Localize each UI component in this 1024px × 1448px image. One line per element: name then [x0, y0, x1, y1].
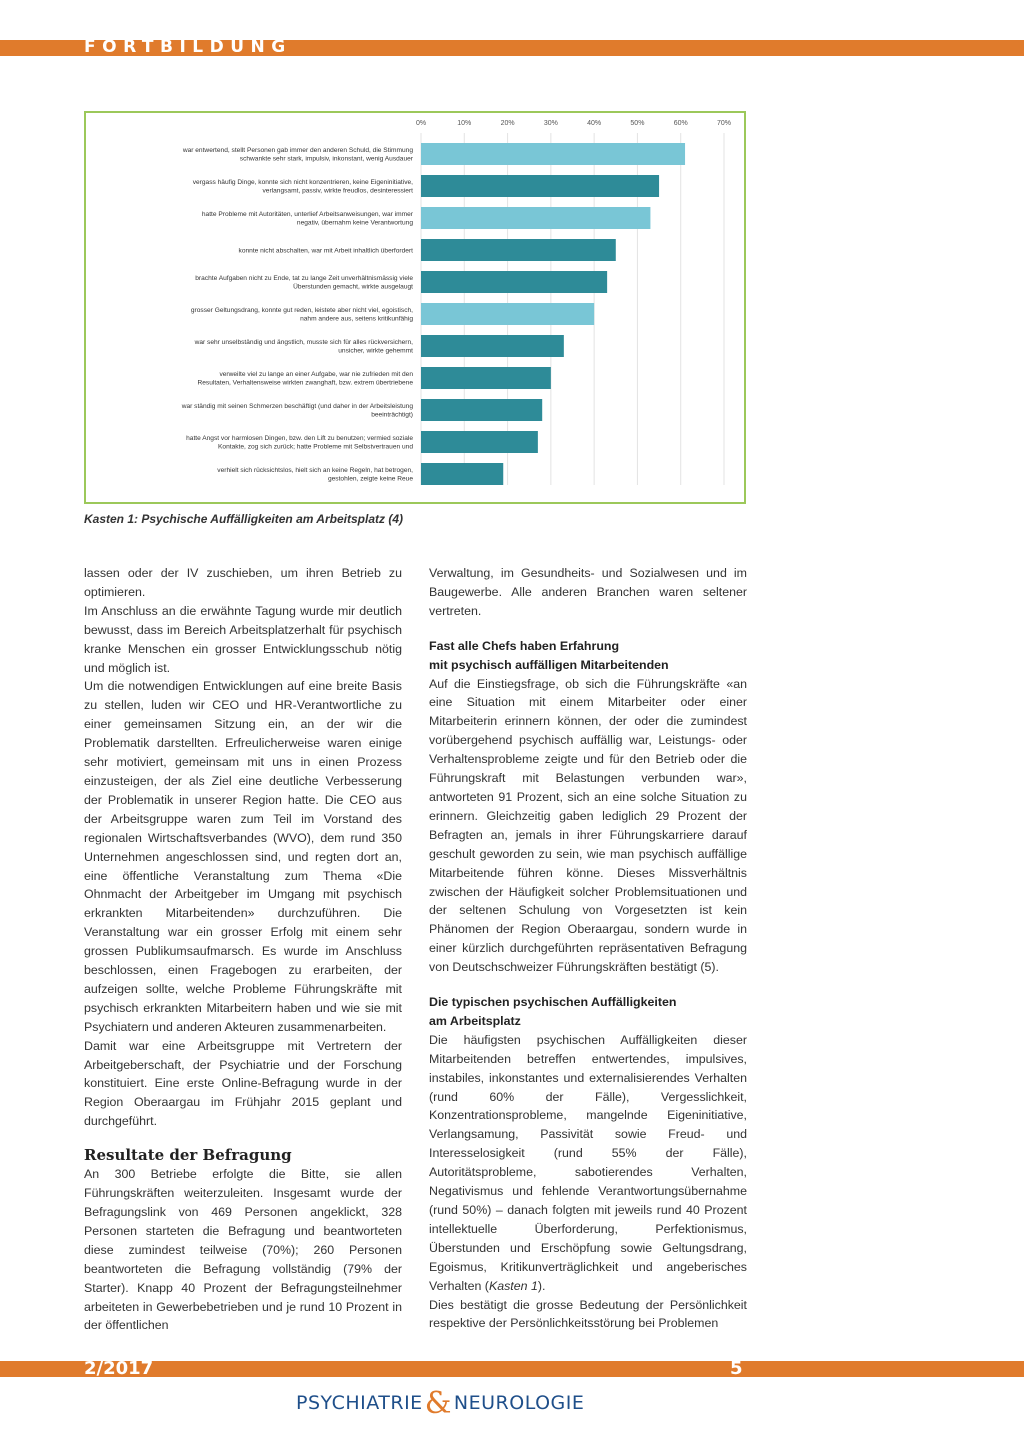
- figure-caption: Kasten 1: Psychische Auffälligkeiten am Arbeitsplatz (4): [84, 512, 403, 526]
- text-span: ).: [537, 1278, 546, 1293]
- paragraph: Dies bestätigt die grosse Bedeutung der Persönlichkeit respektive der Persönlichkeitsstörung bei Problemen: [429, 1297, 747, 1331]
- page-number: 5: [730, 1358, 743, 1379]
- issue-number: 2/2017: [84, 1358, 154, 1379]
- subheading-line: Fast alle Chefs haben Erfahrung: [429, 638, 620, 653]
- paragraph: Damit war eine Arbeitsgruppe mit Vertretern der Arbeitgeberschaft, der Psychiatrie und der Forschung konstituiert. Eine erste Online-Befragung wurde in der Region Oberaargau im Frühjahr 2015 geplant und durchgeführt.: [84, 1038, 402, 1129]
- category-label: grosser Geltungsdrang, konnte gut reden, leistete aber nicht viel, egoistisch, nahm andere aus, seitens kritikunfähig: [190, 307, 413, 323]
- text-span: Die häufigsten psychischen Auffälligkeiten dieser Mitarbeitenden betreffen entwertendes, impulsives, instabiles, inkonstantes und externalisierendes Verhalten (rund 60% der Fälle), Vergesslichkeit, Konzentrationsprobleme, mangelnde Eigeninitiative, Verlangsamung, Passivität sowie Freud- und Interesselosigkeit (rund 55% der Fälle), Autoritätsprobleme, sabotierendes Verhalten, Negativismus und fehlende Verantwortungsübernahme (rund 50%) – danach folgten mit jeweils rund 40 Prozent intellektuelle Überforderung, Perfektionismus, Überstunden und Erschöpfung sowie Geltungsdrang, Egoismus, Kritikunverträglichkeit und angeberisches Verhalten (: [429, 1032, 747, 1293]
- chart-frame: [84, 111, 746, 504]
- category-label: konnte nicht abschalten, war mit Arbeit inhaltlich überfordert: [238, 247, 413, 255]
- right-column: [429, 564, 747, 1333]
- paragraph: Um die notwendigen Entwicklungen auf eine breite Basis zu stellen, luden wir CEO und HR-Verantwortliche zu einer gemeinsamen Sitzung ein, an der wir die Problematik darstellten. Erfreulicherweise waren einige sehr motiviert, gemeinsam mit uns in einen Prozess einzusteigen, der als Ziel eine deutliche Verbesserung der Problematik in unserer Region hatte. Die CEO aus der Arbeitsgruppe waren zum Teil im Vorstand des regionalen Wirtschaftsverbandes (WVO), dem rund 350 Unternehmen angeschlossen sind, und regten dort an, eine öffentliche Veranstaltung zum Thema «Die Ohnmacht der Arbeitgeber im Umgang mit psychisch erkrankten Mitarbeitenden» durchzuführen. Die Veranstaltung war ein grosser Erfolg mit einem sehr grossen Publikumsaufmarsch. Es wurde im Anschluss beschlossen, einen Fragebogen zu erarbeiten, der aufzeigen sollte, welche Probleme Führungskräfte mit psychisch erkrankten Mitarbeitern haben und wie sie mit Psychiatern und anderen Akteuren zusammenarbeiten.: [84, 679, 402, 1034]
- category-label: verhielt sich rücksichtslos, hielt sich an keine Regeln, hat betrogen, gestohlen, zeigte keine Reue: [217, 467, 413, 483]
- section-label: FORTBILDUNG: [84, 37, 292, 57]
- bar: [421, 335, 564, 357]
- bar: [421, 271, 607, 293]
- bar-chart: [86, 113, 744, 502]
- bar: [421, 207, 650, 229]
- x-tick-label: 20%: [500, 120, 515, 127]
- bar: [421, 367, 551, 389]
- category-label: hatte Probleme mit Autoritäten, unterlief Arbeitsanweisungen, war immer negativ, übernahm keine Verantwortung: [201, 211, 413, 227]
- x-tick-label: 40%: [587, 120, 602, 127]
- x-tick-label: 0%: [415, 120, 427, 127]
- paragraph: [429, 1031, 747, 1296]
- box-reference: Kasten 1: [488, 1278, 538, 1293]
- paragraph: Im Anschluss an die erwähnte Tagung wurde mir deutlich bewusst, dass im Bereich Arbeitsplatzerhalt für psychisch kranke Menschen ein grosser Entwicklungsschub nötig und möglich ist.: [84, 603, 402, 675]
- footer-bar: [0, 1361, 1024, 1377]
- left-column: [84, 564, 402, 1335]
- subheading-line: am Arbeitsplatz: [429, 1013, 521, 1028]
- journal-ampersand: &: [424, 1386, 452, 1421]
- bar: [421, 399, 542, 421]
- journal-name-right: NEUROLOGIE: [453, 1392, 585, 1414]
- x-tick-label: 30%: [543, 120, 558, 127]
- category-label: vergass häufig Dinge, konnte sich nicht konzentrieren, keine Eigeninitiative, verlangsamt, passiv, wirkte freudlos, desinteressiert: [192, 179, 413, 195]
- bar: [421, 175, 659, 197]
- paragraph: An 300 Betriebe erfolgte die Bitte, sie allen Führungskräften weiterzuleiten. Insgesamt wurde der Befragungslink von 469 Personen angeklickt, 328 Personen starteten die Befragung und beantworteten diese zumindest teilweise (70%); 260 Personen beantworteten die Befragung vollständig (79% der Starter). Knapp 40 Prozent der Befragungsteilnehmer arbeiteten in Gewerbebetrieben und je rund 10 Prozent in der öffentlichen: [84, 1167, 402, 1333]
- category-label: verweilte viel zu lange an einer Aufgabe, war nie zufrieden mit den Resultaten, Verhaltensweise wirkten zwanghaft, bzw. extrem übertriebene: [197, 371, 413, 387]
- category-label: war sehr unselbständig und ängstlich, musste sich für alles rückversichern, unsicher, wirkte gehemmt: [194, 339, 413, 355]
- journal-name-left: PSYCHIATRIE: [296, 1392, 423, 1414]
- x-tick-label: 70%: [716, 120, 732, 127]
- section-heading-results: Resultate der Befragung: [84, 1146, 292, 1165]
- bar: [421, 431, 538, 453]
- bar: [421, 303, 594, 325]
- x-tick-label: 60%: [673, 120, 688, 127]
- x-tick-label: 10%: [457, 120, 472, 127]
- bar: [421, 239, 616, 261]
- x-tick-label: 50%: [630, 120, 645, 127]
- journal-logo: [296, 1382, 585, 1421]
- subheading-line: mit psychisch auffälligen Mitarbeitenden: [429, 657, 669, 672]
- bar: [421, 463, 503, 485]
- category-label: war ständig mit seinen Schmerzen beschäftigt (und daher in der Arbeitsleistung beeinträchtigt): [181, 403, 413, 419]
- paragraph: Verwaltung, im Gesundheits- und Sozialwesen und im Baugewerbe. Alle anderen Branchen waren seltener vertreten.: [429, 566, 747, 618]
- paragraph: lassen oder der IV zuschieben, um ihren Betrieb zu optimieren.: [84, 566, 402, 599]
- bar: [421, 143, 685, 165]
- paragraph: Auf die Einstiegsfrage, ob sich die Führungskräfte «an eine Situation mit einem Mitarbeiter oder einer Mitarbeiterin erinnern können, der oder die zumindest vorübergehend psychisch auffällig war, Leistungs- oder Verhaltensprobleme zeigte und für den Betrieb oder die Führungskraft mit Belastungen verbunden war», antworteten 91 Prozent, sich an eine solche Situation zu erinnern. Gleichzeitig gaben lediglich 29 Prozent der Befragten an, jemals in ihrer Führungskarriere darauf geschult geworden zu sein, wie man psychisch auffällige Mitarbeitende führen könne. Dieses Missverhältnis zwischen der Häufigkeit solcher Problemsituationen und der seltenen Schulung von Vorgesetzten ist kein Phänomen der Region Oberaargau, sondern wurde in einer kürzlich durchgeführten repräsentativen Befragung von Deutschschweizer Führungskräften bestätigt (5).: [429, 676, 747, 975]
- category-label: brachte Aufgaben nicht zu Ende, tat zu lange Zeit unverhältnismässig viele Überstunden gemacht, wirkte ausgelaugt: [195, 275, 413, 291]
- subheading-line: Die typischen psychischen Auffälligkeiten: [429, 995, 677, 1010]
- category-label: war entwertend, stellt Personen gab immer den anderen Schuld, die Stimmung schwankte sehr stark, impulsiv, inkonstant, wenig Ausdauer: [182, 147, 413, 163]
- category-label: hatte Angst vor harmlosen Dingen, bzw. den Lift zu benutzen; vermied soziale Kontakte, zog sich zurück; hatte Probleme mit Selbstvertrauen und: [186, 435, 413, 451]
